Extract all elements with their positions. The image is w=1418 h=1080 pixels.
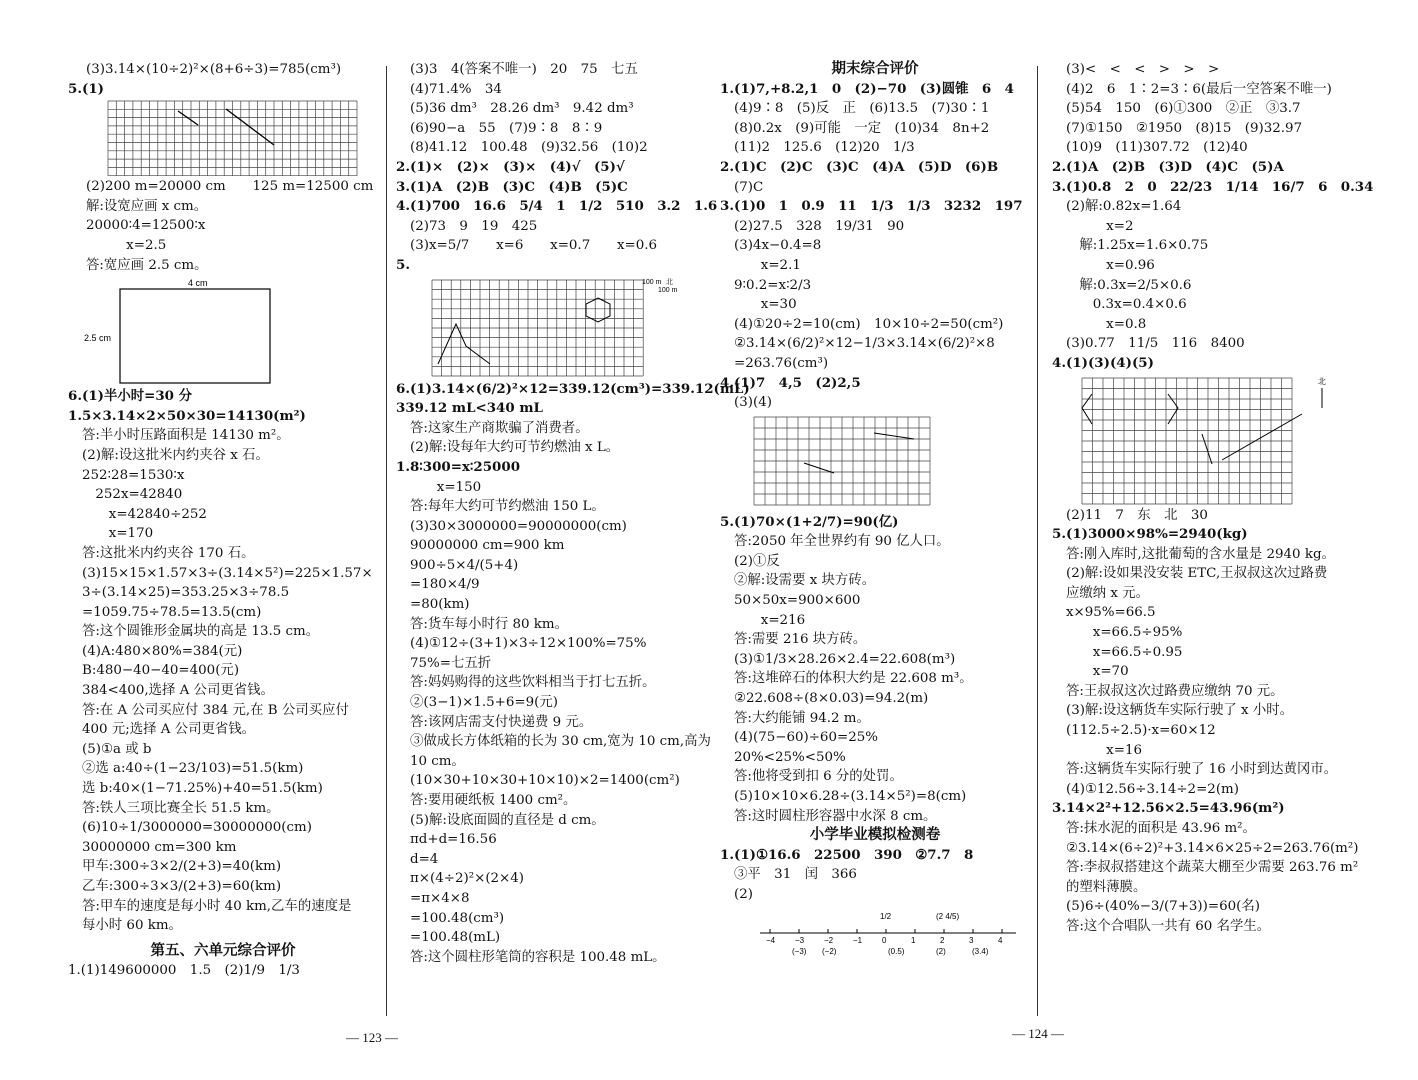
text-line: =1059.75÷78.5=13.5(cm) (82, 604, 262, 620)
text-line: x=30 (734, 297, 797, 313)
text-line: (4)9∶8 (5)反 正 (6)13.5 (7)30∶1 (734, 101, 990, 117)
text-line: 答:这家生产商欺骗了消费者。 (410, 420, 589, 436)
text-line: 答:这个合唱队一共有 60 名学生。 (1066, 918, 1271, 934)
column-1 (68, 60, 378, 981)
north-label: 北 (666, 278, 673, 286)
text-line: 答:货车每小时行 80 km。 (410, 616, 568, 632)
text-line: (2)解:0.82x=1.64 (1066, 199, 1182, 215)
text-line: 答:需要 216 块方砖。 (734, 632, 867, 648)
text-line: 2.(1)A (2)B (3)D (4)C (5)A (1052, 158, 1284, 175)
text-line: 答:宽应画 2.5 cm。 (86, 257, 208, 273)
text-line: 1.8∶300=x∶25000 (396, 458, 521, 475)
text-line: (4)①12.56÷3.14÷2=2(m) (1066, 781, 1239, 797)
text-line: =100.48(cm³) (410, 910, 505, 926)
text-line: (5)36 dm³ 28.26 dm³ 9.42 dm³ (410, 101, 634, 117)
text-line: 5.(1)3000×98%=2940(kg) (1052, 526, 1248, 543)
text-line: x=170 (82, 526, 154, 542)
text-line: x=66.5÷95% (1066, 625, 1183, 641)
number-line-tick-label: 2 (940, 935, 945, 945)
section-heading: 期末综合评价 (831, 61, 919, 77)
number-line-point-label: 1/2 (880, 911, 892, 921)
grid-figure-line-segments (106, 99, 406, 177)
text-line: (3)x=5/7 x=6 x=0.7 x=0.6 (410, 238, 658, 254)
text-line: 3.14×2²+12.56×2.5=43.96(m²) (1052, 800, 1285, 817)
text-line: 6.(1)3.14×(6/2)²×12=339.12(cm³)=339.12(mL) (396, 380, 750, 397)
text-line: 339.12 mL<340 mL (396, 400, 543, 417)
text-line: (5)6÷(40%−3/(7+3))=60(名) (1066, 899, 1260, 915)
number-line-point-label: (3.4) (972, 946, 989, 956)
text-line: 答:这辆货车实际行驶了 16 小时到达黄冈市。 (1066, 762, 1338, 778)
number-line-tick-label: −4 (766, 935, 776, 945)
rectangle-figure (68, 275, 368, 387)
text-line: 75%=七五折 (410, 655, 492, 671)
text-line: 答:妈妈购得的这些饮料相当于打七五折。 (410, 675, 656, 691)
text-line: =180×4/9 (410, 577, 480, 593)
text-line: 20%<25%<50% (734, 749, 846, 765)
text-line: (10)9 (11)307.72 (12)40 (1066, 140, 1248, 156)
text-line: 4.(1)(3)(4)(5) (1052, 354, 1154, 371)
text-line: ②3.14×(6/2)²×12−1/3×3.14×(6/2)²×8 (734, 336, 995, 352)
text-line: (10×30+10×30+10×10)×2=1400(cm²) (410, 773, 680, 789)
text-line: (2)解:设每年大约可节约燃油 x L。 (410, 440, 620, 456)
text-line: 答:王叔叔这次过路费应缴纳 70 元。 (1066, 683, 1284, 699)
text-line: (6)90−a 55 (7)9∶8 8∶9 (410, 120, 603, 136)
text-line: 4.(1)700 16.6 5/4 1 1/2 510 3.2 1.6 (396, 198, 718, 215)
text-line: (6)10÷1/3000000=30000000(cm) (82, 820, 312, 836)
scale-label: 100 m (658, 286, 678, 294)
number-line-point-label: (2 4/5) (936, 911, 960, 921)
text-line: (5)①a 或 b (82, 741, 152, 757)
text-line: 90000000 cm=900 km (410, 538, 565, 554)
text-line: =π×4×8 (410, 890, 470, 906)
text-line: 2.(1)C (2)C (3)C (4)A (5)D (6)B (720, 158, 999, 175)
text-line: x=216 (734, 612, 806, 628)
number-line-figure (740, 905, 1030, 957)
text-line: (2)27.5 328 19/31 90 (734, 218, 905, 234)
coordinate-grid-figure (1052, 374, 1342, 506)
text-line: (3)(4) (734, 395, 772, 411)
number-line-tick-label: −3 (795, 935, 805, 945)
text-line: x=2.5 (86, 237, 167, 253)
coordinate-grid-figure (734, 413, 934, 513)
text-line: 900÷5×4/(5+4) (410, 557, 519, 573)
text-line: ②(3−1)×1.5+6=9(元) (410, 695, 558, 711)
text-line: 答:这个圆锥形金属块的高是 13.5 cm。 (82, 624, 320, 640)
text-line: ③做成长方体纸箱的长为 30 cm,宽为 10 cm,高为 (410, 734, 711, 750)
text-line: 答:2050 年全世界约有 90 亿人口。 (734, 534, 950, 550)
text-line: (7)C (734, 179, 764, 195)
text-line: 答:刚入库时,这批葡萄的含水量是 2940 kg。 (1066, 546, 1335, 562)
text-line: 选 b:40×(1−71.25%)+40=51.5(km) (82, 781, 323, 797)
text-line: 3.(1)A (2)B (3)C (4)B (5)C (396, 178, 628, 195)
text-line: (5)解:设底面圆的直径是 d cm。 (410, 812, 605, 828)
text-line: x×95%=66.5 (1066, 605, 1156, 621)
number-line-tick-label: 0 (882, 935, 887, 945)
text-line: (2)解:设这批米内约夹谷 x 石。 (82, 447, 269, 463)
text-line: (4)①12÷(3+1)×3÷12×100%=75% (410, 636, 647, 652)
text-line: (112.5÷2.5)·x=60×12 (1066, 723, 1216, 739)
text-line: 20000∶4=12500∶x (86, 218, 206, 234)
text-line: 10 cm。 (410, 753, 465, 769)
text-line: 3.(1)0.8 2 0 22/23 1/14 16/7 6 0.34 (1052, 178, 1374, 195)
text-line: 答:他将受到扣 6 分的处罚。 (734, 769, 903, 785)
text-line: 1.5×3.14×2×50×30=14130(m²) (68, 407, 306, 424)
text-line: (4)71.4% 34 (410, 81, 502, 97)
text-line: x=0.8 (1066, 316, 1147, 332)
text-line: (3)①1/3×28.26×2.4=22.608(m³) (734, 651, 956, 667)
text-line: (7)①150 ②1950 (8)15 (9)32.97 (1066, 120, 1303, 136)
text-line: (3)30×3000000=90000000(cm) (410, 518, 627, 534)
text-line: x=16 (1066, 742, 1142, 758)
text-line: 答:甲车的速度是每小时 40 km,乙车的速度是 (82, 898, 352, 914)
text-line: (4)A:480×80%=384(元) (82, 643, 243, 659)
text-line: (3)3.14×(10÷2)²×(8+6÷3)=785(cm³) (86, 62, 342, 77)
text-line: (3)解:设这辆货车实际行驶了 x 小时。 (1066, 703, 1294, 719)
text-line: (3)< < < > > > (1066, 62, 1220, 77)
text-line: 252∶28=1530∶x (82, 467, 185, 483)
text-line: 答:这批米内约夹谷 170 石。 (82, 545, 255, 561)
text-line: 答:铁人三项比赛全长 51.5 km。 (82, 800, 280, 816)
number-line-tick-label: 1 (911, 935, 916, 945)
text-line: (8)41.12 100.48 (9)32.56 (10)2 (410, 140, 648, 156)
column-3 (720, 60, 1030, 957)
page-number: — 124 — (1012, 1026, 1064, 1041)
text-line: 每小时 60 km。 (82, 918, 182, 934)
text-line: 30000000 cm=300 km (82, 839, 237, 855)
text-line: (5)54 150 (6)①300 ②正 ③3.7 (1066, 101, 1301, 117)
text-line: 9∶0.2=x∶2/3 (734, 277, 812, 293)
text-line: 答:半小时压路面积是 14130 m²。 (82, 428, 290, 444)
text-line: (3)15×15×1.57×3÷(3.14×5²)=225×1.57× (82, 565, 373, 581)
section-heading: 小学毕业模拟检测卷 (809, 827, 941, 844)
text-line: ②3.14×(6÷2)²+3.14×6×25÷2=263.76(m²) (1066, 840, 1359, 856)
text-line: 252x=42840 (82, 487, 183, 503)
text-line: 解:0.3x=2/5×0.6 (1066, 277, 1192, 293)
text-line: B:480−40−40=400(元) (82, 663, 240, 679)
text-line: πd+d=16.56 (410, 832, 497, 848)
section-heading: 第五、六单元综合评价 (150, 942, 296, 959)
text-line: 答:大约能铺 94.2 m。 (734, 710, 870, 726)
text-line: =263.76(cm³) (734, 355, 829, 371)
text-line: 5.(1) (68, 80, 104, 97)
text-line: (2)200 m=20000 cm 125 m=12500 cm (86, 179, 374, 195)
text-line: x=2.1 (734, 257, 801, 273)
text-line: ②22.608÷(8×0.03)=94.2(m) (734, 691, 929, 707)
text-line: 0.3x=0.4×0.6 (1066, 297, 1187, 313)
coordinate-grid-figure (410, 276, 700, 380)
text-line: (11)2 125.6 (12)20 1/3 (734, 140, 915, 156)
text-line: 5.(1)70×(1+2/7)=90(亿) (720, 513, 899, 530)
number-line-tick-label: −2 (824, 935, 834, 945)
text-line: 答:要用硬纸板 1400 cm²。 (410, 793, 577, 808)
text-line: (3)0.77 11/5 116 8400 (1066, 336, 1245, 352)
text-line: (2)①反 (734, 553, 780, 569)
text-line: 2.(1)× (2)× (3)× (4)√ (5)√ (396, 158, 625, 175)
text-line: =80(km) (410, 597, 470, 613)
text-line: ②解:设需要 x 块方砖。 (734, 573, 876, 589)
text-line: 3÷(3.14×25)=353.25×3÷78.5 (82, 585, 290, 601)
column-divider (1037, 66, 1038, 1016)
text-line: x=42840÷252 (82, 506, 207, 522)
scale-label: 100 m (642, 278, 662, 286)
text-line: x=66.5÷0.95 (1066, 644, 1183, 660)
text-line: x=2 (1066, 218, 1134, 234)
column-divider (386, 66, 387, 1016)
text-line: 384<400,选择 A 公司更省钱。 (82, 683, 274, 699)
text-line: 的塑料薄膜。 (1066, 879, 1147, 895)
text-line: (4)2 6 1∶2=3∶6(最后一空答案不唯一) (1066, 81, 1332, 97)
text-line: π×(4÷2)²×(2×4) (410, 871, 525, 887)
text-line: =100.48(mL) (410, 930, 501, 946)
text-line: 答:该网店需支付快递费 9 元。 (410, 714, 593, 730)
text-line: (4)①20÷2=10(cm) 10×10÷2=50(cm²) (734, 316, 1004, 332)
text-line: x=70 (1066, 664, 1129, 680)
text-line: 1.(1)7,+8.2,1 0 (2)−70 (3)圆锥 6 4 (720, 80, 1014, 97)
rect-height-label: 2.5 cm (84, 333, 112, 344)
text-line: 答:这时圆柱形容器中水深 8 cm。 (734, 808, 937, 824)
text-line: 答:抹水泥的面积是 43.96 m²。 (1066, 821, 1256, 836)
text-line: 1.(1)①16.6 22500 390 ②7.7 8 (720, 846, 974, 863)
text-line: 答:李叔叔搭建这个蔬菜大棚至少需要 263.76 m² (1066, 860, 1359, 876)
text-line: d=4 (410, 851, 439, 867)
text-line: 答:每年大约可节约燃油 150 L。 (410, 499, 605, 515)
text-line: (5)10×10×6.28÷(3.14×5²)=8(cm) (734, 789, 967, 804)
text-line: (3)3 4(答案不唯一) 20 75 七五 (410, 62, 638, 77)
text-line: 1.(1)149600000 1.5 (2)1/9 1/3 (68, 963, 300, 979)
text-line: (4)(75−60)÷60=25% (734, 730, 878, 746)
number-line-point-label: (0.5) (888, 946, 905, 956)
text-line: 答:这个圆柱形笔筒的容积是 100.48 mL。 (410, 949, 666, 965)
number-line-tick-label: 3 (969, 935, 974, 945)
text-line: 400 元;选择 A 公司更省钱。 (82, 722, 256, 738)
number-line-tick-label: −1 (853, 935, 863, 945)
number-line-point-label: (−3) (792, 946, 807, 956)
text-line: 50×50x=900×600 (734, 593, 861, 609)
text-line: 解:1.25x=1.6×0.75 (1066, 238, 1209, 254)
text-line: ②选 a:40÷(1−23/103)=51.5(km) (82, 761, 304, 777)
text-line: 应缴纳 x 元。 (1066, 585, 1150, 601)
text-line: 6.(1)半小时=30 分 (68, 388, 193, 405)
text-line: 解:设宽应画 x cm。 (86, 198, 208, 214)
text-line: x=0.96 (1066, 257, 1155, 273)
text-line: x=150 (410, 479, 482, 495)
text-line: (3)4x−0.4=8 (734, 238, 822, 254)
page-number: — 123 — (346, 1030, 398, 1045)
number-line-point-label: (−2) (822, 946, 837, 956)
text-line: (8)0.2x (9)可能 一定 (10)34 8n+2 (734, 120, 990, 136)
text-line: (2)11 7 东 北 30 (1066, 507, 1208, 523)
text-line: 5. (396, 256, 410, 273)
text-line: 答:这堆碎石的体积大约是 22.608 m³。 (734, 671, 973, 687)
number-line-point-label: (2) (936, 946, 946, 956)
text-line: ③平 31 闰 366 (734, 867, 857, 883)
text-line: 3.(1)0 1 0.9 11 1/3 1/3 3232 197 (720, 198, 1023, 215)
text-line: (2) (734, 886, 753, 902)
rect-width-label: 4 cm (188, 278, 208, 289)
text-line: 甲车:300÷3×2/(2+3)=40(km) (82, 859, 282, 875)
north-label: 北 (1318, 376, 1326, 386)
text-line: (2)73 9 19 425 (410, 218, 538, 234)
column-4 (1052, 60, 1372, 937)
text-line: 乙车:300÷3×3/(2+3)=60(km) (82, 879, 282, 894)
text-line: 答:在 A 公司买应付 384 元,在 B 公司买应付 (82, 702, 349, 718)
text-line: 4.(1)7 4,5 (2)2,5 (720, 374, 861, 391)
text-line: (2)解:设如果没安装 ETC,王叔叔这次过路费 (1066, 566, 1328, 582)
number-line-tick-label: 4 (998, 935, 1003, 945)
